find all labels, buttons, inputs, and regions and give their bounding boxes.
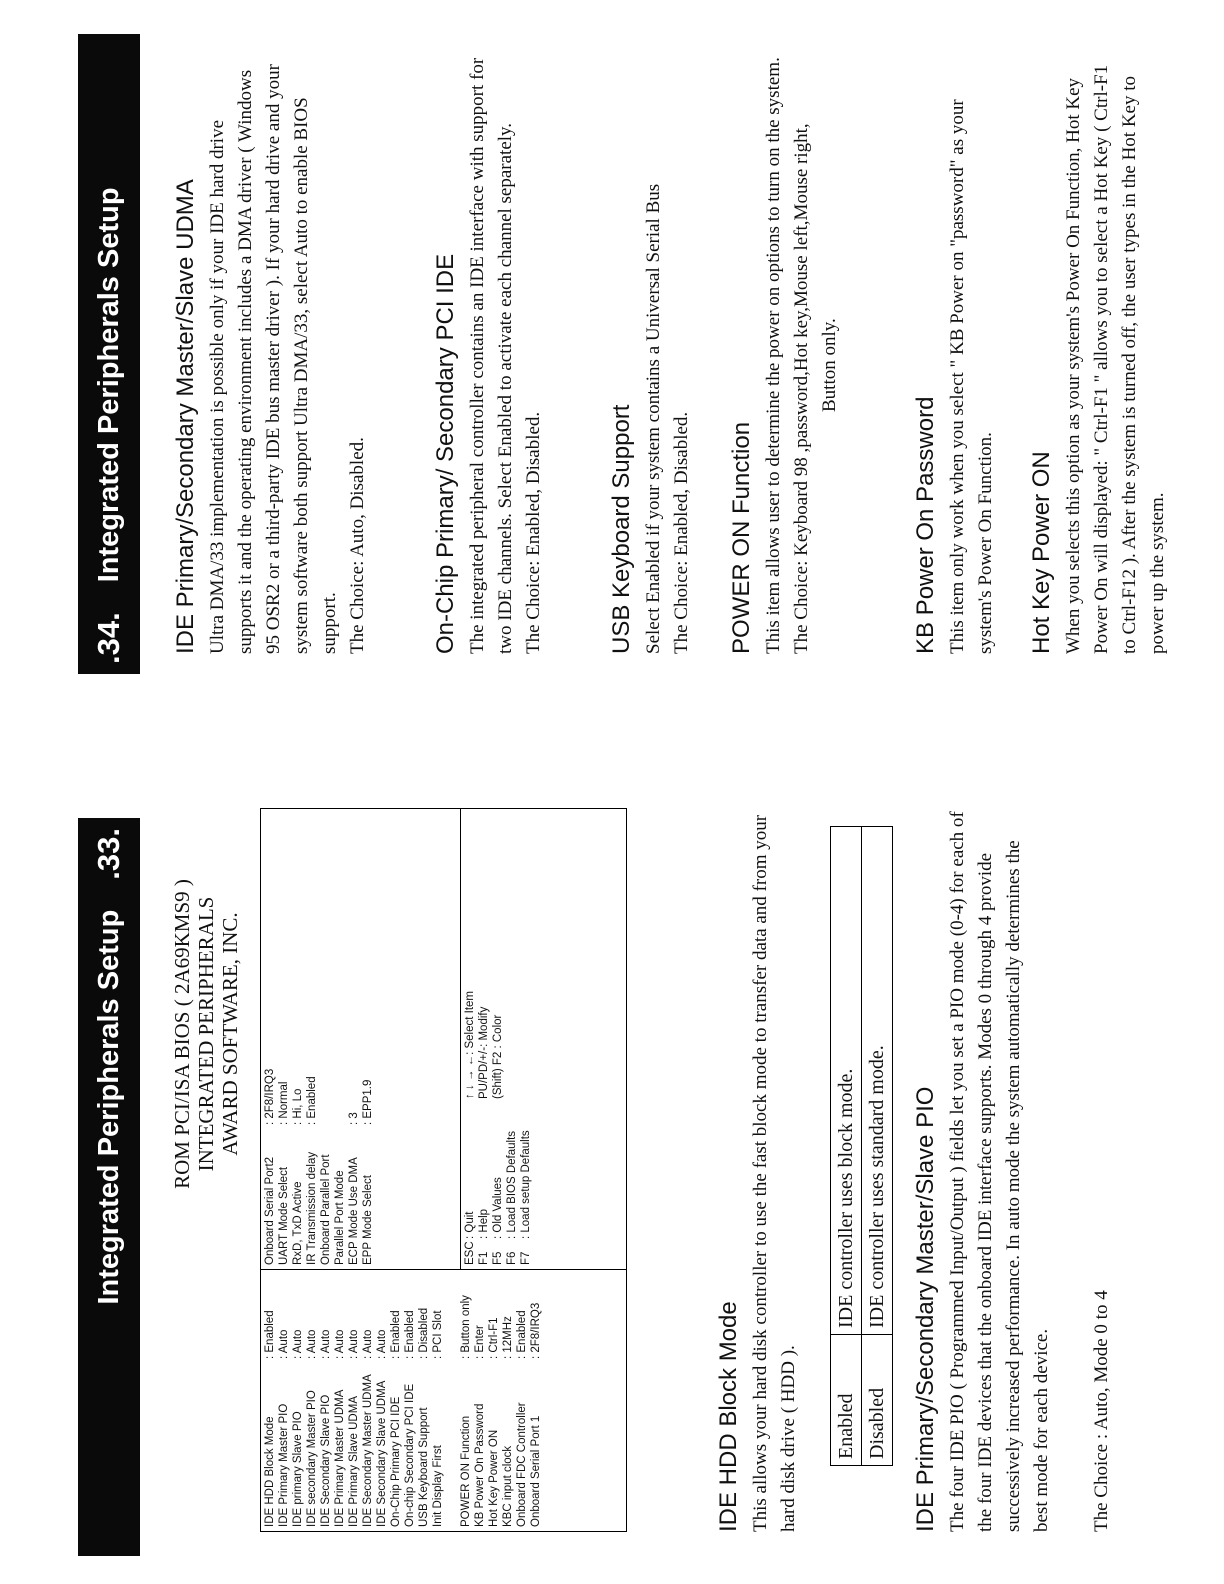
bios-key-hint: PU/PD/+/-: Modify bbox=[478, 1006, 490, 1099]
section-text: When you selects this option as your system's Power On Function, Hot Key Power On will displayed: " Ctrl-F1 " allows you to select a Hot Key ( Ctrl-F1 to Ctrl-F12 ). After the system is turned off, the user types in the Hot Key to power up the system. bbox=[1063, 64, 1168, 654]
bios-setting-row bbox=[403, 1274, 417, 1527]
bios-setting-name: USB Keyboard Support bbox=[418, 1407, 430, 1527]
bios-setting-row bbox=[305, 813, 319, 1265]
bios-setting-row bbox=[459, 1274, 473, 1527]
section-heading: IDE Primary/Secondary Master/Slave PIO bbox=[912, 1086, 939, 1532]
left-page-number: .33. bbox=[91, 828, 126, 880]
section-heading: On-Chip Primary/ Secondary PCI IDE bbox=[432, 253, 459, 654]
section-heading: POWER ON Function bbox=[728, 421, 755, 654]
section-onchip-pci-ide bbox=[432, 54, 548, 654]
bios-header-line: ROM PCI/ISA BIOS ( 2A69KMS9 ) bbox=[170, 879, 194, 1189]
left-page-title: Integrated Peripherals Setup bbox=[92, 909, 125, 1305]
bios-setting-row bbox=[529, 1274, 543, 1527]
bios-setting-name: Init Display First bbox=[432, 1445, 444, 1527]
bios-setting-name: Onboard Serial Port2 bbox=[264, 1156, 276, 1265]
bios-right-column bbox=[261, 809, 626, 1269]
bios-setting-row bbox=[319, 813, 333, 1265]
bios-setting-value: : PCI Slot bbox=[432, 1310, 444, 1359]
section-text: The integrated peripheral controller contains an IDE interface with support for two IDE channels. Select Enabled to activate each channel separately. bbox=[467, 57, 516, 654]
bios-setting-name: IDE Secondary Master UDMA bbox=[362, 1374, 374, 1527]
bios-key-hint: ↑ ↓ → ←: Select Item bbox=[464, 991, 476, 1099]
bios-setting-value: : Auto bbox=[306, 1329, 318, 1359]
bios-header bbox=[170, 824, 242, 1244]
bios-key-row bbox=[505, 813, 519, 1265]
bios-setting-value: : Auto bbox=[348, 1329, 360, 1359]
bios-key-hint: (Shift) F2 : Color bbox=[492, 1014, 504, 1099]
bios-setting-value: : Normal bbox=[278, 1081, 290, 1125]
left-page-header bbox=[78, 818, 140, 1556]
section-choice: The Choice : Auto, Mode 0 to 4 bbox=[1091, 1290, 1112, 1532]
section-heading: USB Keyboard Support bbox=[608, 404, 635, 654]
bios-setting-name: POWER ON Function bbox=[460, 1415, 472, 1527]
section-choice: The Choice: Auto, Disabled. bbox=[347, 437, 368, 654]
bios-key: F6 bbox=[506, 1251, 518, 1265]
bios-setting-value: : Enter bbox=[474, 1325, 486, 1359]
bios-setting-value: : Enabled bbox=[516, 1310, 528, 1359]
bios-header-line: INTEGRATED PERIPHERALS bbox=[194, 896, 218, 1172]
bios-setting-name: IDE Primary Master UDMA bbox=[334, 1389, 346, 1527]
bios-setting-name: IDE HDD Block Mode bbox=[264, 1416, 276, 1527]
bios-key: ESC bbox=[464, 1241, 476, 1265]
bios-setting-value: : 2F8/IRQ3 bbox=[264, 1068, 276, 1125]
bios-setting-row bbox=[389, 1274, 403, 1527]
bios-setting-row bbox=[333, 813, 347, 1265]
bios-setting-value: : Enabled bbox=[306, 1076, 318, 1125]
section-power-on-function bbox=[728, 29, 844, 654]
bios-setting-value: : Disabled bbox=[418, 1307, 430, 1359]
bios-key-row bbox=[491, 813, 505, 1265]
table-cell: IDE controller uses standard mode. bbox=[862, 827, 893, 1335]
bios-key-help bbox=[461, 809, 535, 1269]
table-cell: Disabled bbox=[862, 1335, 893, 1466]
bios-setting-name: IDE Primary Master PIO bbox=[278, 1403, 290, 1527]
bios-setting-value: : Auto bbox=[292, 1329, 304, 1359]
bios-setting-value: : Enabled bbox=[390, 1310, 402, 1359]
bios-setting-name: IDE Secondary Slave UDMA bbox=[376, 1380, 388, 1527]
bios-key-action: : Load setup Defaults bbox=[520, 1130, 532, 1239]
bios-setting-name: IDE Primary Slave UDMA bbox=[348, 1396, 360, 1527]
bios-setting-row bbox=[431, 1274, 445, 1527]
section-text: This allows your hard disk controller to use the fast block mode to transfer data and from your hard disk drive ( HDD ). bbox=[750, 814, 799, 1532]
bios-setting-value: : Hi, Lo bbox=[292, 1088, 304, 1125]
bios-setting-row bbox=[501, 1274, 515, 1527]
bios-setting-row bbox=[361, 1274, 375, 1527]
bios-setting-row bbox=[361, 813, 375, 1265]
bios-setting-name: KB Power On Password bbox=[474, 1403, 486, 1527]
bios-setting-row bbox=[263, 1274, 277, 1527]
bios-setting-row bbox=[375, 1274, 389, 1527]
section-udma bbox=[172, 54, 372, 654]
bios-key-action: : Load BIOS Defaults bbox=[506, 1130, 518, 1239]
bios-key-row bbox=[477, 813, 491, 1265]
bios-setting-row bbox=[473, 1274, 487, 1527]
bios-settings-screen bbox=[260, 808, 627, 1532]
section-pio bbox=[912, 807, 1116, 1532]
section-kb-power-password bbox=[912, 54, 1000, 654]
section-usb-keyboard bbox=[608, 54, 696, 654]
bios-setting-name: RxD, TxD Active bbox=[292, 1181, 304, 1265]
bios-setting-row bbox=[417, 1274, 431, 1527]
bios-setting-value: : EPP1.9 bbox=[362, 1079, 374, 1125]
table-cell: Enabled bbox=[831, 1335, 862, 1466]
bios-setting-value: : 12MHz bbox=[502, 1316, 514, 1359]
section-heading: IDE Primary/Secondary Master/Slave UDMA bbox=[172, 179, 199, 654]
bios-key-row bbox=[519, 813, 533, 1265]
bios-left-column bbox=[261, 1269, 626, 1531]
right-page-header bbox=[78, 34, 140, 674]
bios-setting-row bbox=[347, 1274, 361, 1527]
bios-setting-name: IDE Secondary Slave PIO bbox=[320, 1394, 332, 1527]
section-heading: Hot Key Power ON bbox=[1028, 451, 1055, 654]
bios-setting-name: KBC input clock bbox=[502, 1445, 514, 1527]
bios-setting-value bbox=[319, 813, 333, 1125]
bios-setting-row bbox=[305, 1274, 319, 1527]
bios-setting-row bbox=[291, 813, 305, 1265]
bios-setting-name: ECP Mode Use DMA bbox=[348, 1157, 360, 1265]
bios-setting-name: UART Mode Select bbox=[278, 1166, 290, 1265]
bios-setting-row bbox=[515, 1274, 529, 1527]
section-text: Ultra DMA/33 implementation is possible only if your IDE hard drive supports it and the operating environment includes a DMA driver ( Windows 95 OSR2 or a third-party IDE bus master driver ). If your hard drive and your system software both support Ultra DMA/33, select Auto to enable BIOS support. bbox=[207, 64, 340, 654]
bios-key: F7 bbox=[520, 1251, 532, 1265]
bios-setting-value: : 2F8/IRQ3 bbox=[530, 1302, 542, 1359]
bios-setting-value: : Auto bbox=[320, 1329, 332, 1359]
bios-setting-name: Onboard Serial Port 1 bbox=[530, 1415, 542, 1527]
section-choice: The Choice: Keyboard 98 ,password,Hot key,Mouse left,Mouse right, bbox=[791, 123, 812, 654]
bios-setting-name: On-chip Secondary PCI IDE bbox=[404, 1383, 416, 1527]
section-choice: The Choice: Enabled, Disabled. bbox=[671, 411, 692, 654]
section-choice-continued: Button only. bbox=[819, 318, 840, 412]
section-choice: The Choice: Enabled, Disabled. bbox=[523, 411, 544, 654]
table-row bbox=[862, 827, 893, 1466]
section-text: This item allows user to determine the power on options to turn on the system. bbox=[763, 57, 784, 654]
bios-setting-value: : 3 bbox=[348, 1112, 360, 1125]
table-row bbox=[831, 827, 862, 1466]
bios-setting-row bbox=[263, 813, 277, 1265]
bios-key-row bbox=[463, 813, 477, 1265]
bios-setting-row bbox=[277, 813, 291, 1265]
bios-setting-name: Onboard Parallel Port bbox=[320, 1154, 332, 1265]
bios-key-action: : Help bbox=[478, 1208, 490, 1239]
bios-setting-value: : Auto bbox=[278, 1329, 290, 1359]
bios-setting-row bbox=[319, 1274, 333, 1527]
bios-setting-value: : Button only bbox=[460, 1295, 472, 1359]
bios-setting-value: : Enabled bbox=[264, 1310, 276, 1359]
section-hdd-block-mode bbox=[715, 802, 803, 1532]
block-mode-table bbox=[830, 826, 893, 1466]
bios-setting-name: IR Transmission delay bbox=[306, 1151, 318, 1265]
table-cell: IDE controller uses block mode. bbox=[831, 827, 862, 1335]
section-text: The four IDE PIO ( Programmed Input/Output ) fields let you set a PIO mode (0-4) for each of the four IDE devices that the onboard IDE interface supports. Modes 0 through 4 provide successively increased performance. In auto mode the system automatically determines the best mode for each device. bbox=[947, 811, 1052, 1532]
bios-right-settings bbox=[261, 809, 461, 1269]
section-text: This item only work when you select " KB Power on "password" as your system's Power On Function. bbox=[947, 99, 996, 654]
bios-setting-name: Parallel Port Mode bbox=[334, 1170, 346, 1265]
bios-setting-name: IDE secondary Master PIO bbox=[306, 1390, 318, 1527]
bios-setting-value bbox=[333, 813, 347, 1125]
bios-key: F1 bbox=[478, 1251, 490, 1265]
bios-setting-value: : Auto bbox=[362, 1329, 374, 1359]
bios-setting-row bbox=[487, 1274, 501, 1527]
bios-setting-row bbox=[347, 813, 361, 1265]
section-hot-key-power-on bbox=[1028, 54, 1172, 654]
right-page-title: Integrated Peripherals Setup bbox=[92, 187, 125, 583]
bios-setting-value: : Enabled bbox=[404, 1310, 416, 1359]
section-heading: IDE HDD Block Mode bbox=[715, 1301, 742, 1532]
bios-key-action: : Old Values bbox=[492, 1177, 504, 1239]
bios-key: F5 bbox=[492, 1251, 504, 1265]
bios-setting-name: IDE primary Slave PIO bbox=[292, 1411, 304, 1527]
bios-setting-name: EPP Mode Select bbox=[362, 1175, 374, 1265]
bios-setting-value: : Ctrl-F1 bbox=[488, 1317, 500, 1359]
bios-setting-name: Hot Key Power ON bbox=[488, 1429, 500, 1527]
bios-key-action: : Quit bbox=[464, 1211, 476, 1239]
section-heading: KB Power On Password bbox=[912, 396, 939, 654]
bios-setting-row bbox=[333, 1274, 347, 1527]
bios-setting-name: On-Chip Primary PCI IDE bbox=[390, 1396, 402, 1527]
bios-setting-row bbox=[277, 1274, 291, 1527]
bios-setting-value: : Auto bbox=[376, 1329, 388, 1359]
right-page-number: .34. bbox=[91, 612, 126, 664]
bios-header-line: AWARD SOFTWARE, INC. bbox=[218, 912, 242, 1156]
bios-setting-value: : Auto bbox=[334, 1329, 346, 1359]
bios-setting-name: Onboard FDC Controller bbox=[516, 1402, 528, 1527]
bios-setting-row bbox=[291, 1274, 305, 1527]
section-text: Select Enabled if your system contains a Universal Serial Bus bbox=[643, 183, 664, 654]
